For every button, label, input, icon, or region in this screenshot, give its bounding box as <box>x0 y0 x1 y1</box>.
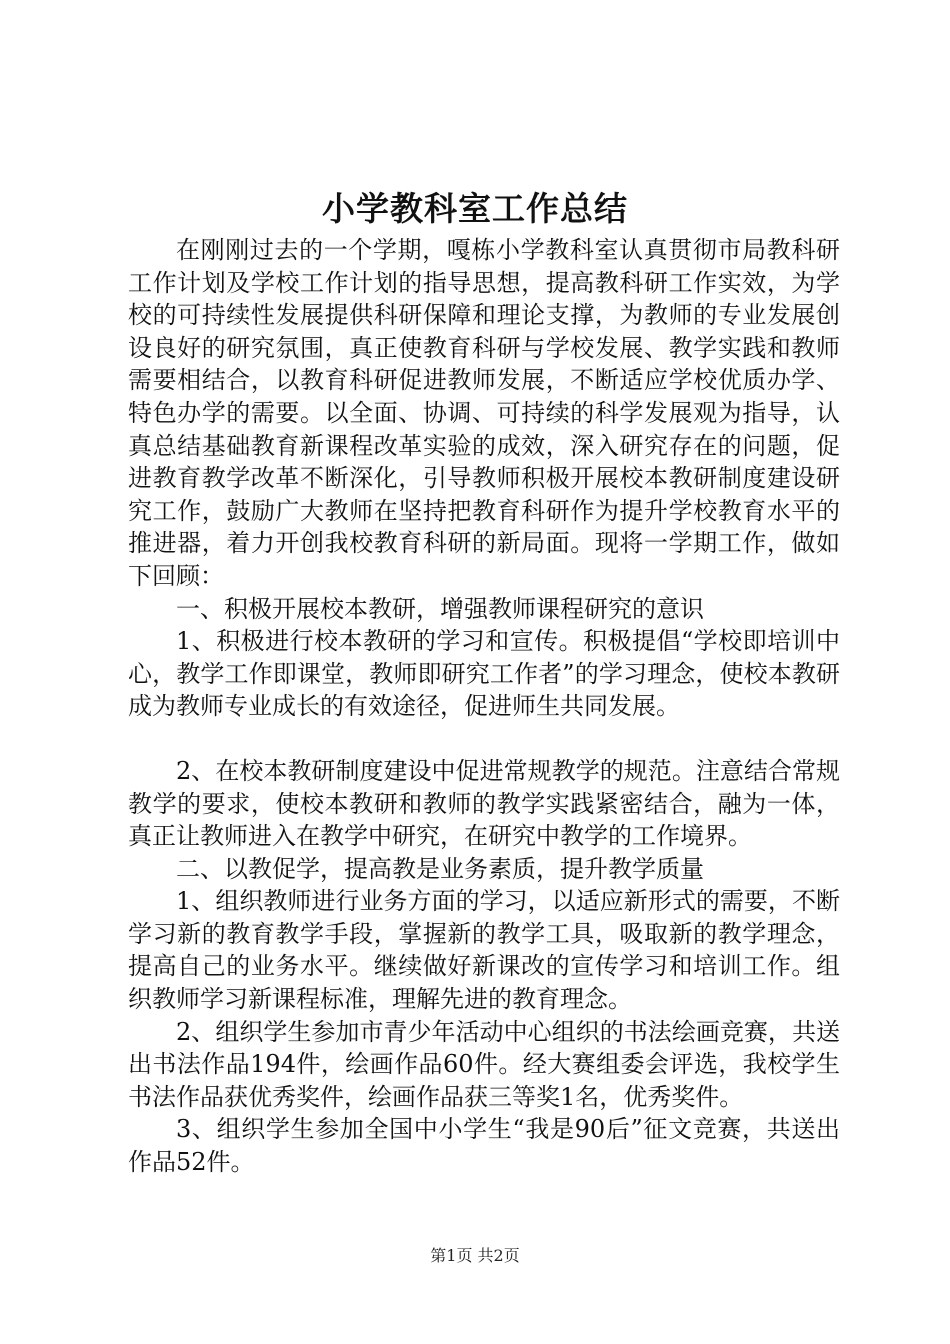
paragraph-intro: 在刚刚过去的一个学期，嘎栋小学教科室认真贯彻市局教科研工作计划及学校工作计划的指导思想，提高教科研工作实效，为学校的可持续性发展提供科研保障和理论支撑，为教师的专业发展创设良好的研究氛围，真正使教育科研与学校发展、教学实践和教师需要相结合，以教育科研促进教师发展，不断适应学校优质办学、特色办学的需要。以全面、协调、可持续的科学发展观为指导，认真总结基础教育新课程改革实验的成效，深入研究存在的问题，促进教育教学改革不断深化，引导教师积极开展校本教研制度建设研究工作，鼓励广大教师在坚持把教育科研作为提升学校教育水平的推进器，着力开创我校教育科研的新局面。现将一学期工作，做如下回顾： <box>128 236 840 590</box>
paragraph-2-1: 1、组织教师进行业务方面的学习，以适应新形式的需要，不断学习新的教育教学手段，掌握新的教学工具，吸取新的教学理念，提高自己的业务水平。继续做好新课改的宣传学习和培训工作。组织教师学习新课程标准，理解先进的教育理念。 <box>128 887 840 1014</box>
section-heading-1: 一、积极开展校本教研，增强教师课程研究的意识 <box>176 594 704 623</box>
document-title: 小学教科室工作总结 <box>322 189 628 228</box>
page-number-footer: 第1页 共2页 <box>430 1246 520 1265</box>
paragraph-1-1: 1、积极进行校本教研的学习和宣传。积极提倡“学校即培训中心，教学工作即课堂，教师即研究工作者”的学习理念，使校本教研成为教师专业成长的有效途径，促进师生共同发展。 <box>128 627 840 721</box>
paragraph-2-3: 3、组织学生参加全国中小学生“我是90后”征文竞赛，共送出作品52件。 <box>128 1115 840 1177</box>
paragraph-1-2: 2、在校本教研制度建设中促进常规教学的规范。注意结合常规教学的要求，使校本教研和教师的教学实践紧密结合，融为一体，真正让教师进入在教学中研究，在研究中教学的工作境界。 <box>128 756 840 851</box>
paragraph-2-2: 2、组织学生参加市青少年活动中心组织的书法绘画竞赛，共送出书法作品194件，绘画作品60件。经大赛组委会评选，我校学生书法作品获优秀奖件，绘画作品获三等奖1名，优秀奖件。 <box>128 1017 840 1111</box>
document-body <box>128 234 840 1179</box>
section-heading-2: 二、以教促学，提高教是业务素质，提升教学质量 <box>176 854 704 883</box>
